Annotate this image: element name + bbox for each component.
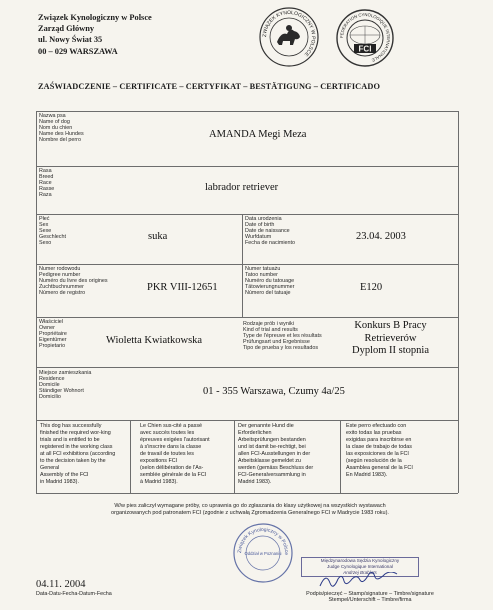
org-street: ul. Nowy Świat 35 bbox=[38, 35, 103, 45]
trial-results-value: Konkurs B Pracy Retrieverów Dyplom II stopnia bbox=[352, 320, 429, 356]
org-board: Zarząd Główny bbox=[38, 24, 95, 34]
divider bbox=[36, 264, 458, 265]
pedigree-value: PKR VIII-12651 bbox=[147, 282, 218, 293]
statement-spanish: Este perro efectuado con exito todas las pruebas exigidas para inscribirse en la clase de trabajo de todas las exposiciones de la FCI (según resolución de la Asamblea general de la FCI En Madrid 1983). bbox=[346, 423, 413, 478]
dob-labels: Data urodzenia Date of birth Date de naissance Wurfdatum Fecha de nacimiento bbox=[245, 216, 296, 247]
divider bbox=[36, 111, 37, 493]
divider bbox=[36, 367, 458, 368]
fci-seal-logo bbox=[335, 8, 395, 68]
issue-date-label: Data-Datu-Fecha-Datum-Fecha bbox=[36, 591, 112, 597]
organization-address bbox=[38, 12, 152, 57]
club-round-stamp bbox=[232, 522, 294, 584]
tattoo-labels: Numer tatuażu Tatoo number Numéro du tatouage Tätowierungnummer Número del tatuaje bbox=[245, 266, 295, 297]
dob-value: 23.04. 2003 bbox=[356, 231, 406, 242]
owner-labels: Właściciel Owner Propriétaire Eigentümer Propietario bbox=[39, 319, 67, 350]
divider bbox=[234, 420, 235, 493]
divider bbox=[130, 420, 131, 493]
divider bbox=[36, 420, 458, 421]
sex-labels: Płeć Sex Sexe Geschlecht Sexo bbox=[39, 216, 66, 247]
trial-labels: Rodzaje prób i wyniki Kind of trial and results Type de l'épreuve et les résultats Prüfungsart und Ergebnisse Tipo de prueba y los resultados bbox=[243, 321, 322, 352]
judge-stamp: Międzynarodowa Sędzia Kynologiczny Judge Cynologique International Andrzej Brablets bbox=[320, 558, 400, 575]
svg-text:ZWIĄZEK KYNOLOGICZNY W POLSCE: ZWIĄZEK KYNOLOGICZNY W POLSCE bbox=[261, 9, 317, 58]
pedigree-labels: Numer rodowodu Pedigree number Numéro du livre des origines Zuchtbuchnummer Número de registro bbox=[39, 266, 108, 297]
divider bbox=[458, 111, 459, 493]
divider bbox=[242, 214, 243, 317]
polish-note: W/w pies zaliczył wymagane próby, co uprawnia go do zgłaszania do klasy użytkowej na wszystkich wystawach organizowanych pod patronatem FCI (zgodnie z uchwałą Zgromadzenia Generalnego FCI w Madrycie 1983 roku). bbox=[111, 503, 389, 516]
owner-value: Wioletta Kwiatkowska bbox=[106, 335, 203, 346]
divider bbox=[36, 493, 458, 494]
divider bbox=[36, 317, 458, 318]
org-city: 00 – 029 WARSZAWA bbox=[38, 46, 118, 56]
zk-seal-logo bbox=[258, 6, 320, 68]
tattoo-value: E120 bbox=[360, 282, 383, 293]
org-name: Związek Kynologiczny w Polsce bbox=[38, 13, 152, 22]
sex-value: suka bbox=[148, 231, 168, 242]
svg-text:Związek Kynologiczny w Polsce: Związek Kynologiczny w Polsce bbox=[236, 526, 290, 556]
signature-label: Podpis/pieczęć – Stamp/signature – Timbre/signature Stempel/Unterschift – Timbre/firma bbox=[306, 591, 434, 604]
breed-value: labrador retriever bbox=[205, 182, 279, 193]
residence-value: 01 - 355 Warszawa, Czumy 4a/25 bbox=[203, 386, 345, 397]
judge-signature bbox=[318, 572, 408, 592]
svg-text:FEDERATION CYNOLOGIQUE INTERNA: FEDERATION CYNOLOGIQUE INTERNATIONALE bbox=[338, 11, 392, 63]
breed-labels: Rasa Breed Race Rasse Raza bbox=[39, 168, 55, 199]
residence-labels: Miejsce zamieszkania Residence Domicile Ständiger Wohnort Domicilio bbox=[39, 370, 92, 401]
divider bbox=[340, 420, 341, 493]
statement-french: Le Chien sus-cité a passé avec succès toutes les épreuves exigées l'autorisant à s'inscrire dans la classe de travail de toutes les expositions FCI (selon délibération de l'As- semblée générale de la FCI à Madrid 1983). bbox=[140, 423, 210, 485]
dog-name-labels: Nazwa psa Name of dog Nom du chien Name des Hundes Nombre del perro bbox=[39, 113, 84, 144]
divider bbox=[36, 214, 458, 215]
statement-german: Der genannte Hund die Erforderlichen Arbeitsprüfungen bestanden und ist damit be-rechtigt, bei allen FCI-Ausstellungen in der Arbeitsklasse gemeldet zu werden (gemäss Beschluss der FCI-Generalversammlung in Madrid 1983). bbox=[238, 423, 314, 485]
svg-text:Oddział w Poznaniu: Oddział w Poznaniu bbox=[244, 551, 282, 556]
divider bbox=[36, 111, 458, 112]
divider bbox=[36, 166, 458, 167]
dog-name-value: AMANDA Megi Meza bbox=[209, 129, 307, 140]
statement-english: This dog has successfully finished the required wor-king trials and is entitled to be registered in the working class at all FCI exhibitions (according to the decision taken by the General Assembly of the FCI in Madrid 1983). bbox=[40, 423, 116, 485]
issue-date-value: 04.11. 2004 bbox=[36, 579, 86, 590]
svg-text:FCI: FCI bbox=[358, 44, 372, 54]
certificate-title: ZAŚWIADCZENIE – CERTIFICATE – CERTYFIKAT – BESTÄTIGUNG – CERTIFICADO bbox=[38, 82, 381, 91]
